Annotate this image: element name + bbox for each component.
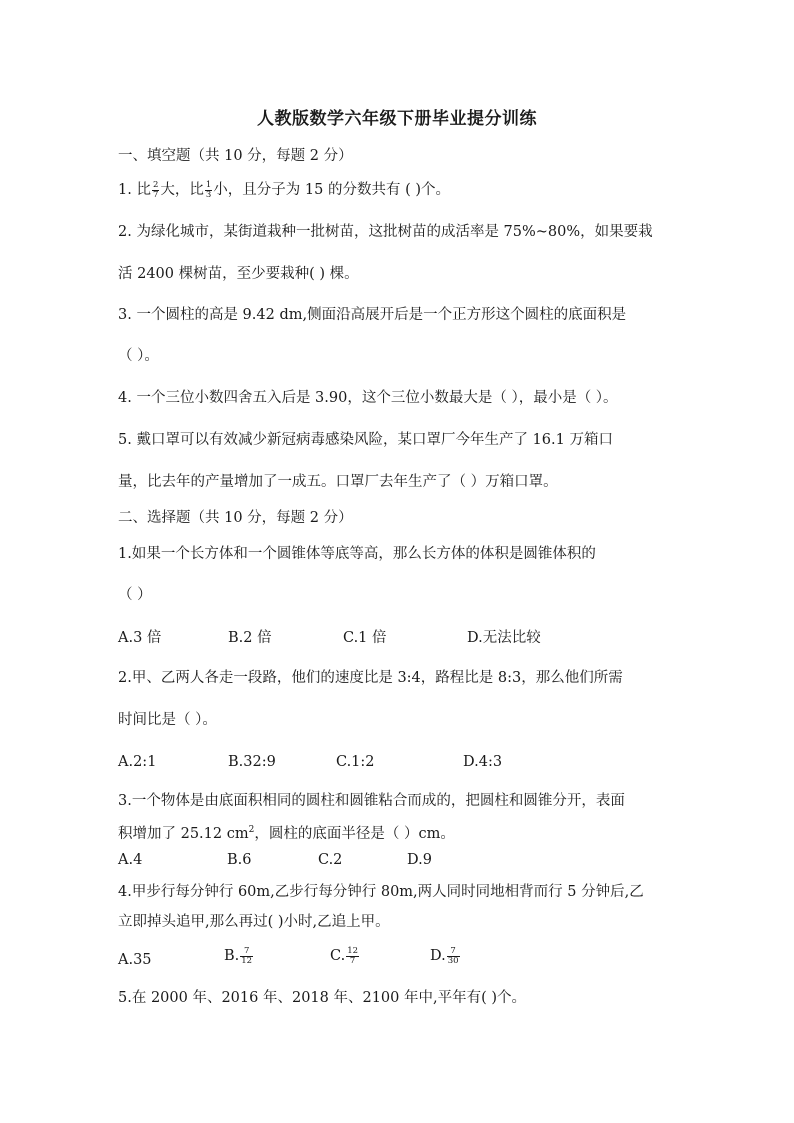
choice-q3-option-d: D.9 [407,852,432,868]
choice-q4-option-b: B. $\frac{7}{12}$ [224,945,253,966]
choice-q4-option-d: D. $\frac{7}{30}$ [430,945,459,966]
q1-text-part2: 大，比 [160,182,204,198]
choice-question-4-line2: 立即掉头追甲,那么再过( )小时,乙追上甲。 [118,914,390,930]
choice-q1-option-b: B.2 倍 [228,630,272,646]
choice-q2-option-a: A.2:1 [118,754,157,770]
fill-question-1 [118,180,450,200]
fraction-1-3: $\frac{1}{3}$ [205,179,212,200]
squared-superscript: 2 [248,825,255,835]
fill-question-3-line2: （ ）。 [118,348,159,364]
choice-question-4-line1: 4.甲步行每分钟行 60m,乙步行每分钟行 80m,两人同时同地相背而行 5 分钟后,乙 [118,884,644,900]
fill-question-2-line1: 2. 为绿化城市，某街道栽种一批树苗，这批树苗的成活率是 75%~80%，如果要栽 [118,224,653,240]
choice-q4-option-c: C. $\frac{12}{7}$ [330,945,359,966]
choice-q2-option-c: C.1:2 [336,754,375,770]
fill-question-5-line1: 5. 戴口罩可以有效减少新冠病毒感染风险，某口罩厂今年生产了 16.1 万箱口 [118,432,613,448]
choice-q3-option-b: B.6 [227,852,252,868]
q1-text-part3: 小，且分子为 15 的分数共有 ( )个。 [213,182,450,198]
fill-question-3-line1: 3. 一个圆柱的高是 9.42 dm,侧面沿高展开后是一个正方形这个圆柱的底面积是 [118,307,627,323]
choice-question-5: 5.在 2000 年、2016 年、2018 年、2100 年中,平年有( )个。 [118,990,527,1006]
choice-question-1-line1: 1.如果一个长方体和一个圆锥体等底等高，那么长方体的体积是圆锥体积的 [118,546,596,562]
choice-question-3-line1: 3.一个物体是由底面积相同的圆柱和圆锥粘合而成的，把圆柱和圆锥分开，表面 [118,793,625,809]
choice-q1-option-a: A.3 倍 [118,630,162,646]
choice-question-3-line2: 积增加了 25.12 $cm^2$，圆柱的底面半径是（ ）cm。 [118,825,455,842]
fraction-12-7: $\frac{12}{7}$ [347,945,359,966]
choice-q2-option-d: D.4:3 [463,754,503,770]
choice-question-2-line1: 2.甲、乙两人各走一段路，他们的速度比是 3:4，路程比是 8:3，那么他们所需 [118,670,623,686]
choice-question-2-line2: 时间比是（ ）。 [118,712,217,728]
choice-q3-option-a: A.4 [118,852,143,868]
choice-q1-option-c: C.1 倍 [343,630,387,646]
section-choice-heading: 二、选择题（共 10 分，每题 2 分） [118,510,353,526]
section-fill-blank-heading: 一、填空题（共 10 分，每题 2 分） [118,148,353,164]
choice-q3-option-c: C.2 [318,852,343,868]
choice-q2-option-b: B.32:9 [228,754,276,770]
fraction-2-7: $\frac{2}{7}$ [152,179,159,200]
fraction-7-12: $\frac{7}{12}$ [241,945,253,966]
q1-text-part1: 1. 比 [118,182,151,198]
page-title: 人教版数学六年级下册毕业提分训练 [257,109,537,129]
choice-question-1-line2: （ ） [118,587,152,603]
choice-q1-option-d: D.无法比较 [467,630,541,646]
fill-question-4: 4. 一个三位小数四舍五入后是 3.90，这个三位小数最大是（ ），最小是（ ）。 [118,390,618,406]
fill-question-2-line2: 活 2400 棵树苗，至少要栽种( ) 棵。 [118,266,359,282]
choice-q4-option-a: A.35 [118,952,152,968]
fill-question-5-line2: 量，比去年的产量增加了一成五。口罩厂去年生产了（ ）万箱口罩。 [118,474,558,490]
fraction-7-30: $\frac{7}{30}$ [447,945,459,966]
